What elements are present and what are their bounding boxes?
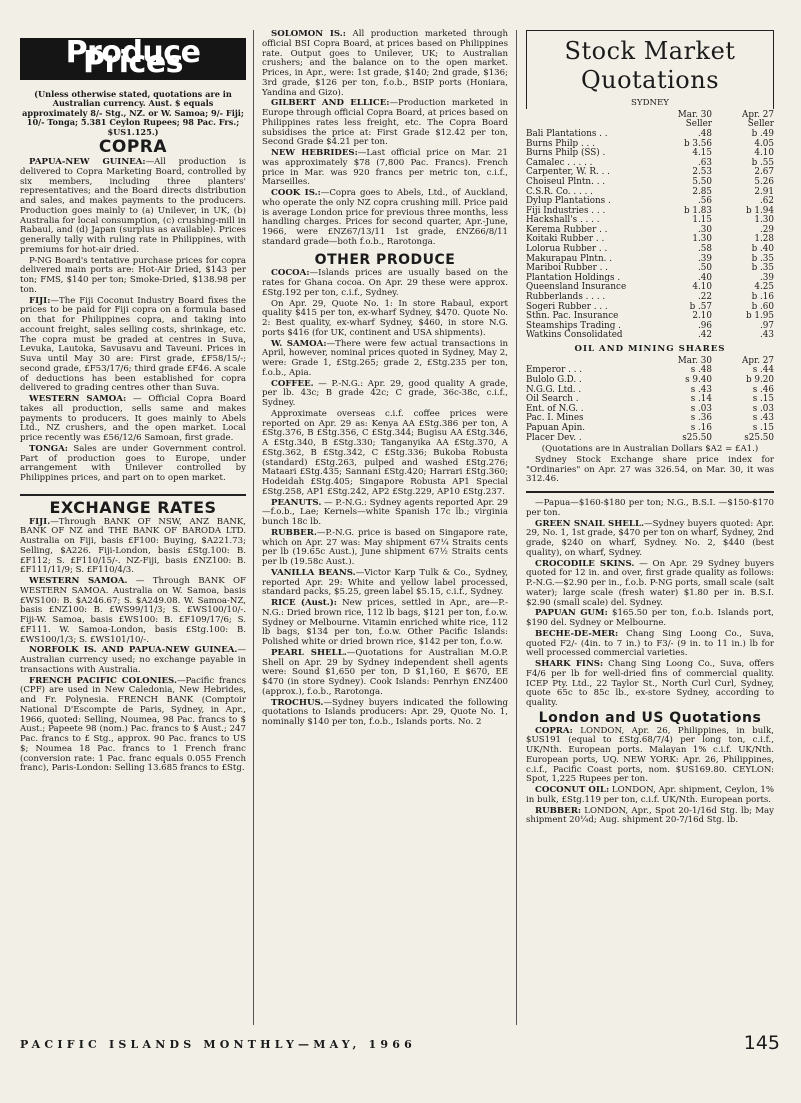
stock-row-company: Hackshall's . . . .	[526, 215, 600, 226]
stock-table	[526, 111, 774, 341]
oil-row-price: s .16	[690, 422, 712, 433]
other-produce-continued	[526, 499, 774, 709]
produce-paragraph-lead: PEANUTS.	[271, 497, 322, 508]
copra-section	[20, 158, 246, 484]
produce-paragraph-text: —Quotations for Australian M.O.P. Shell on Apr. 29 by Sydney independent shell agents were: Sound $1,650 per ton, D $1,160, E $670, EE $470 (in store Sydney). Cook Islands: Penrhyn £NZ400 (approx.), f.o.b., Rarotonga.	[262, 647, 508, 697]
column-right	[526, 30, 774, 827]
oil-row-price: s .15	[752, 394, 774, 405]
stock-row-price: .58	[698, 244, 712, 255]
stock-row-price: 5.26	[754, 176, 774, 187]
col-header-apr27: Apr. 27	[741, 109, 774, 120]
stock-row-price: 1.28	[754, 234, 774, 245]
produce-paragraph-lead: PEARL SHELL.	[271, 647, 347, 658]
produce-paragraph-text: —Sydney buyers indicated the following quotations to Islands producers: Apr. 29, Quote No. 1, nominally $140 per ton, f.o.b., Islands ports. No. 2	[262, 697, 508, 727]
oil-col-apr27: Apr. 27	[741, 355, 774, 366]
oil-row-company: Oil Search .	[526, 394, 579, 405]
produce-paragraph	[262, 269, 508, 298]
exchange-paragraph-text: —Through BANK OF NSW, ANZ BANK, BANK OF NZ and THE BANK OF BARODA LTD. Australia on Fiji, basis £F100: Buying, $A221.73; Selling, $A226. Fiji-London, basis £Stg.100: B. £F112; S. £F110/15/-. NZ-Fiji, basis £NZ100: B. £F111/11/9; S. £F110/4/3.	[20, 516, 246, 576]
stock-row-company: Watkins Consolidated	[526, 330, 623, 341]
produce-paragraph-text: Chang Sing Loong Co., Suva, offers F4/6 per lb for well-dried fins of commercial quality. ICEP Pty. Ltd., 22 Taylor St., North Curl Curl, Sydney, quote 65c to 85c lb., ex-store Sydney, according to quality.	[526, 659, 775, 709]
copra-paragraph-lead: SOLOMON IS.:	[271, 29, 346, 39]
stock-row-price: b 3.56	[683, 138, 712, 149]
produce-paragraph	[262, 529, 508, 568]
london-us-section	[526, 727, 774, 827]
stock-row-company: Queensland Insurance	[526, 282, 627, 293]
exchange-paragraph-lead: NORFOLK IS. AND PAPUA-NEW GUINEA.	[29, 645, 238, 656]
oil-row-price: s .48	[690, 365, 712, 376]
copra-paragraph	[20, 395, 246, 444]
produce-paragraph-text: —Victor Karp Tulk & Co., Sydney, reported Apr. 29: White and yellow label processed, standard packs, $5.25, green label $5.15, c.i.f., Sydney.	[262, 567, 509, 598]
stock-row-price: 4.10	[754, 148, 774, 159]
copra-paragraph-lead: NEW HEBRIDES:	[271, 148, 358, 158]
oil-col-mar30: Mar. 30	[677, 355, 712, 366]
london-us-heading: London and US Quotations	[538, 709, 762, 726]
produce-paragraph	[526, 520, 774, 559]
stock-row-price: 4.10	[692, 282, 712, 293]
produce-paragraph	[262, 599, 508, 648]
stock-row-price: 2.53	[692, 167, 712, 178]
stock-row-company: Koitaki Rubber . .	[526, 234, 605, 245]
stock-row-price: .62	[760, 196, 774, 207]
oil-row	[526, 434, 774, 444]
produce-paragraph	[262, 300, 508, 339]
stock-row-price: 1.15	[692, 215, 712, 226]
stock-row-price: b .57	[689, 301, 712, 312]
stock-row-price: .40	[698, 272, 712, 283]
stock-row-price: .50	[698, 263, 712, 274]
stock-row	[526, 331, 774, 341]
stock-row-price: b 1.95	[745, 311, 774, 322]
london-paragraph-lead: RUBBER:	[535, 805, 582, 816]
produce-paragraph	[262, 340, 508, 379]
stock-row-price: b .40	[751, 244, 774, 255]
exchange-paragraph	[20, 677, 246, 775]
stock-row-company: Camalec . . . . .	[526, 157, 593, 168]
stock-row-price: 2.91	[754, 186, 774, 197]
exchange-rates-heading: EXCHANGE RATES	[20, 494, 246, 513]
stock-row-price: b .49	[751, 128, 774, 139]
produce-paragraph	[262, 499, 508, 528]
produce-paragraph-text: — On Apr. 29 Sydney buyers quoted for 12 in. and over, first grade quality as follows: P.-N.G.—$2.90 per in., f.o.b. P-NG ports, small scale (salt water); large scale (fresh water) $1.80 per in. B.S.I. $2.90 (small scale) del. Sydney.	[526, 558, 774, 608]
london-paragraph-text: LONDON, Apr. shipment, Ceylon, 1% in bulk, £Stg.119 per ton, c.i.f. UK/Nth. European ports.	[526, 785, 774, 805]
stock-row-price: 2.67	[754, 167, 774, 178]
stock-row-price: b .60	[751, 301, 774, 312]
produce-paragraph-lead: CROCODILE SKINS.	[535, 558, 635, 569]
produce-paragraph	[262, 410, 508, 498]
stock-row-price: .22	[698, 292, 712, 303]
oil-row-price: s25.50	[744, 432, 774, 443]
produce-paragraph	[526, 630, 774, 659]
copra-paragraph-lead: TONGA:	[29, 443, 68, 454]
oil-row-price: s .44	[752, 365, 774, 376]
stock-row-company: Fiji Industries . . .	[526, 205, 606, 216]
copra-paragraph	[20, 158, 246, 256]
produce-paragraph	[526, 499, 774, 519]
copra-paragraph-text: —Copra goes to Abels, Ltd., of Auckland, who operate the only NZ copra crushing mill. Price paid is average London price for previous three months, less handling charges. Prices for second quarter, Apr.-June, 1966, were £NZ67/13/11 1st grade, £NZ66/8/11 standard grade—both f.o.b., Rarotonga.	[262, 188, 509, 247]
copra-continued-section	[262, 30, 508, 248]
produce-paragraph-text: —Papua—$160-$180 per ton; N.G., B.S.I. —$150-$170 per ton.	[526, 498, 774, 518]
produce-paragraph-lead: SHARK FINS:	[535, 659, 604, 670]
stock-row-company: Kerema Rubber . .	[526, 224, 608, 235]
page-number: 145	[743, 1032, 780, 1054]
produce-paragraph-lead: RUBBER.	[271, 527, 317, 538]
london-paragraph	[526, 727, 774, 786]
produce-paragraph-text: On Apr. 29, Quote No. 1: In store Rabaul, export quality $415 per ton, ex-wharf Sydney, $470. Quote No. 2: Best quality, ex-wharf Sydney, $460, in store N.G. ports $416 (for UK, continent and USA shipments).	[262, 298, 508, 338]
stock-row-price: .29	[760, 224, 774, 235]
stock-row-price: .30	[698, 224, 712, 235]
copra-heading: COPRA	[98, 137, 168, 158]
stock-row-price: b .16	[751, 292, 774, 303]
exchange-paragraph-text: —Australian currency used; no exchange payable in transactions with Australia.	[20, 645, 246, 675]
col-header-seller-b: Seller	[747, 119, 774, 130]
exchange-section	[20, 518, 246, 775]
oil-row-price: s25.50	[682, 432, 712, 443]
produce-paragraph-lead: W. SAMOA:	[271, 338, 327, 349]
stock-row-company: Mariboi Rubber . .	[526, 263, 608, 274]
stock-row-price: b 1.83	[683, 205, 712, 216]
oil-mining-heading: OIL AND MINING SHARES	[574, 344, 726, 354]
footer-masthead: PACIFIC ISLANDS MONTHLY—MAY, 1966	[20, 1038, 416, 1051]
other-produce-section	[262, 269, 508, 728]
stock-row-company: Sthn. Pac. Insurance	[526, 311, 619, 322]
stock-row-price: .48	[698, 128, 712, 139]
oil-row-price: s .15	[752, 422, 774, 433]
exchange-paragraph	[20, 646, 246, 675]
share-index-note: Sydney Stock Exchange share price index for "Ordinaries" on Apr. 27 was 326.54, on Mar. 30, it was 312.46.	[526, 454, 774, 485]
oil-row-company: Bulolo G.D. .	[526, 374, 582, 385]
copra-paragraph	[20, 445, 246, 484]
produce-paragraph-text: Approximate overseas c.i.f. coffee prices were reported on Apr. 29 as: Kenya AA £Stg.386 per ton, A £Stg.376, B £Stg.356, C £Stg.344; Bugisu AA £Stg.346, A £Stg.340, B £Stg.330; Tanganyika AA £Stg.370, A £Stg.362, B £Stg.342, C £Stg.336; Bukoba Robusta (standard) £Stg.263, pulped and washed £Stg.276; Mataari £Stg.435; Sannani £Stg.420; Harrari £Stg.360; Hodeidah £Stg.405; Singapore Robusta AP1 Special £Stg.258, AP1 £Stg.242, AP2 £Stg.229, AP10 £Stg.237.	[262, 408, 508, 497]
exchange-paragraph-lead: FIJI.	[29, 516, 51, 527]
oil-row-company: Emperor . . .	[526, 365, 583, 376]
stock-row-price: .63	[698, 157, 712, 168]
produce-paragraph-lead: PAPUAN GUM:	[535, 608, 608, 619]
copra-paragraph-lead: FIJI:	[29, 295, 51, 306]
col-header-mar30: Mar. 30	[677, 109, 712, 120]
copra-paragraph-text: P-NG Board's tentative purchase prices for copra delivered main ports are: Hot-Air Dried, $143 per ton; FMS, $140 per ton; Smoke-Dried, $138.98 per ton.	[20, 255, 246, 295]
stock-row-company: Burns Philp (SS) .	[526, 148, 606, 159]
stock-row-company: Steamships Trading .	[526, 320, 621, 331]
copra-paragraph-text: — Official Copra Board takes all production, sells same and makes payments to producers. It goes mainly to Abels Ltd., NZ crushers, and the open market. Local price recently was £56/12/6 Samoan, first grade.	[20, 394, 246, 444]
stock-row-price: b .35	[751, 263, 774, 274]
oil-row-company: N.G.G. Ltd. .	[526, 384, 582, 395]
copra-paragraph	[262, 30, 508, 98]
currency-footnote: (Quotations are in Australian Dollars $A2 = £A1.)	[541, 444, 759, 455]
produce-paragraph	[262, 649, 508, 698]
produce-paragraph	[526, 560, 774, 609]
produce-paragraph-text: — P.-N.G.: Sydney agents reported Apr. 29—f.o.b., Lae; Kernels—white Spanish 17c lb.; virginia bunch 18c lb.	[262, 497, 508, 527]
stock-row-price: 1.30	[754, 215, 774, 226]
stock-row-price: .97	[760, 320, 774, 331]
oil-row-company: Placer Dev. .	[526, 432, 582, 443]
produce-paragraph-lead: COCOA:	[271, 268, 310, 279]
stock-row-price: 4.25	[754, 282, 774, 293]
stock-row-price: b .55	[751, 157, 774, 168]
oil-row-company: Papuan Apin.	[526, 422, 586, 433]
exchange-paragraph	[20, 518, 246, 577]
stock-row-price: 1.30	[692, 234, 712, 245]
oil-row-price: s .03	[690, 403, 712, 414]
stock-row-price: .43	[760, 330, 774, 341]
copra-paragraph-lead: COOK IS.:	[271, 188, 321, 198]
london-paragraph-lead: COCONUT OIL:	[535, 785, 610, 796]
produce-paragraph	[526, 660, 774, 709]
produce-paragraph-text: —There were few actual transactions in April, however, nominal prices quoted in Sydney, May 2, were: Grade 1, £Stg.265; grade 2, £Stg.235 per ton, f.o.b., Apia.	[262, 338, 508, 378]
copra-paragraph	[262, 99, 508, 148]
copra-paragraph	[20, 297, 246, 395]
stock-row-company: Lolorua Rubber . .	[526, 244, 608, 255]
produce-paragraph-lead: BECHE-DE-MER:	[535, 628, 619, 639]
stock-row-price: b 1.94	[745, 205, 774, 216]
london-paragraph-lead: COPRA:	[535, 725, 573, 736]
stock-row-price: .42	[698, 330, 712, 341]
currency-note: (Unless otherwise stated, quotations are in Australian currency. Aust. $ equals approximately 8/- Stg., NZ. or W. Samoa; 9/- Fiji; 10/- Tonga; 5.381 Ceylon Rupees; 98 Pac. Frs.; $US1.125.)	[22, 88, 244, 137]
oil-row-price: s 9.40	[685, 374, 712, 385]
stock-row-price: .56	[698, 196, 712, 207]
oil-row-price: b 9.20	[745, 374, 774, 385]
section-rule	[526, 491, 774, 493]
oil-row-company: Ent. of N.G. .	[526, 403, 584, 414]
stock-row-price: 4.05	[754, 138, 774, 149]
stock-row-price: 2.10	[692, 311, 712, 322]
produce-paragraph-lead: RICE (Aust.):	[271, 598, 337, 608]
oil-row-price: s .43	[690, 384, 712, 395]
copra-paragraph	[20, 257, 246, 296]
stock-row-company: Carpenter, W. R. . .	[526, 167, 610, 178]
oil-row-price: s .43	[752, 413, 774, 424]
stock-location: SYDNEY	[631, 98, 669, 108]
stock-row-price: .96	[698, 320, 712, 331]
produce-paragraph-text: — P.-N.G.: Apr. 29, good quality A grade, per lb. 43c; B grade 42c; C grade, 36c-38c, c.i.f., Sydney.	[262, 378, 508, 408]
copra-paragraph-text: —Production marketed in Europe through official Copra Board, at prices based on Philippines rates less freight, etc. The Copra Board subsidises the price at: First Grade $12.42 per ton, Second Grade $4.21 per ton.	[262, 98, 508, 148]
exchange-paragraph	[20, 577, 246, 645]
other-produce-heading: OTHER PRODUCE	[314, 251, 456, 268]
exchange-paragraph-text: —Pacific francs (CPF) are used in New Caledonia, New Hebrides, and Fr. Polynesia. FRENCH BANK (Comptoir National D'Escompte de Paris, Sydney, in Apr., 1966, quoted: Selling, Noumea, 98 Pac. francs to $ Aust.; Papeete 98 (nom.) Pac. francs to $ Aust.; 247 Pac. francs to £ Stg., approx. 90 Pac. francs to US $; Noumea 18 Pac. francs to 1 French franc (conversion rate: 1 Pac. franc equals 0.055 French franc), Paris-London: Selling 13.685 francs to £Stg.	[20, 675, 247, 774]
column-left	[20, 30, 246, 775]
stock-market-title	[531, 37, 769, 95]
oil-row-price: s .46	[752, 384, 774, 395]
copra-paragraph	[262, 189, 508, 248]
produce-paragraph	[526, 609, 774, 629]
col-header-seller-a: Seller	[685, 119, 712, 130]
produce-paragraph-text: —Islands prices are usually based on the rates for Ghana cocoa. On Apr. 29 these were approx. £Stg.192 per ton, c.i.f., Sydney.	[262, 268, 508, 298]
exchange-paragraph-lead: WESTERN SAMOA.	[29, 576, 128, 587]
stock-row-company: Burns Philp . . .	[526, 138, 595, 149]
oil-row-price: s .36	[690, 413, 712, 424]
produce-paragraph-lead: TROCHUS.	[271, 697, 324, 708]
stock-row-price: 5.50	[692, 176, 712, 187]
produce-paragraph-lead: COFFEE.	[271, 378, 314, 389]
copra-paragraph-lead: GILBERT AND ELLICE:	[271, 98, 390, 109]
stock-row-price: 4.15	[692, 148, 712, 159]
london-paragraph	[526, 786, 774, 806]
stock-row-company: Choiseul Plntn. . .	[526, 176, 606, 187]
produce-paragraph-text: —Sydney buyers quoted: Apr. 29, No. 1, 1st grade, $470 per ton on wharf, Sydney, 2nd grade, $240 on wharf, Sydney. No. 2, $440 (best quality), on wharf, Sydney.	[526, 518, 774, 558]
produce-paragraph-text: New prices, settled in Apr., are—P.-N.G.: Dried brown rice, 112 lb bags, $121 per ton, f.o.w. Sydney or Melbourne. Vitamin enriched white rice, 112 lb bags, $134 per ton, f.o.w. Other Pacific Islands: Polished white or dried brown rice, $142 per ton, f.o.w.	[262, 598, 508, 647]
copra-paragraph-text: —All production is delivered to Copra Marketing Board, controlled by six members, including three planters' representatives; and the Board directs distribution and sales, and makes payments to the producers. Production goes mainly to (a) Unilever, in UK, (b) Australia for local consumption, (c) crushing-mill in Rabaul, and (d) Japan (surplus as available). Prices generally tally with ruling rate in Philippines, with premiums for hot-air dried.	[20, 157, 246, 255]
stock-row-price: 2.85	[692, 186, 712, 197]
stock-title-line1: Stock Market	[564, 37, 736, 65]
exchange-paragraph-lead: FRENCH PACIFIC COLONIES.	[29, 675, 177, 686]
produce-prices-title: Produce Prices	[20, 38, 246, 80]
london-paragraph-text: LONDON, Apr. 26, Philippines, in bulk, $US191 (equal to £Stg.68/7/4) per long ton, c.i.f., UK/Nth. European ports. Malayan 1% c.i.f. UK/Nth. European ports, UQ. NEW YORK: Apr. 26, Philippines, c.i.f., Pacific Coast ports, nom. $US169.80. CEYLON: Spot, 1,225 Rupees per ton.	[526, 725, 774, 785]
produce-paragraph-text: Chang Sing Loong Co., Suva, quoted F2/- (4in. to 7 in.) to F3/- (9 in. to 11 in.) lb for well processed commercial varieties.	[526, 628, 774, 659]
copra-paragraph-text: —Last official price on Mar. 21 was approximately $78 (7,800 Pac. Francs). French price in Mar. was 920 francs per metric ton, c.i.f., Marseilles.	[262, 148, 508, 188]
produce-paragraph-text: —P.-N.G. price is based on Singapore rate, which on Apr. 27 was: May shipment 67¼ Straits cents per lb (19.65c Aust.), June shipment 67½ Straits cents per lb (19.58c Aust.).	[262, 527, 508, 567]
stock-row-price: .39	[698, 253, 712, 264]
stock-row-price: b .35	[751, 253, 774, 264]
oil-row-company: Pac. I. Mines	[526, 413, 584, 424]
oil-mining-table	[526, 357, 774, 443]
column-divider	[253, 30, 254, 1025]
stock-row-company: Rubberlands . . . .	[526, 292, 606, 303]
produce-paragraph-text: $165.50 per ton, f.o.b. Islands port, $190 del. Sydney or Melbourne.	[526, 608, 775, 629]
produce-paragraph	[262, 699, 508, 728]
exchange-paragraph-text: — Through BANK OF WESTERN SAMOA. Australia on W. Samoa, basis £WS100: B. $A246.67; S. $A249.08. W. Samoa-NZ, basis £NZ100: B. £WS99/11/3; S. £WS100/10/-. Fiji-W. Samoa, basis £WS100: B. £F109/17/6; S. £F111. W. Samoa-London, basis £Stg.100: B. £WS100/1/3; S. £WS101/10/-.	[20, 576, 247, 645]
london-paragraph	[526, 807, 774, 827]
oil-row-price: s .14	[690, 394, 712, 405]
stock-row-company: Sogeri Rubber . . .	[526, 301, 608, 312]
produce-paragraph	[262, 380, 508, 409]
stock-row-company: Plantation Holdings .	[526, 272, 621, 283]
oil-row-price: s .03	[752, 403, 774, 414]
copra-paragraph-text: All production marketed through official BSI Copra Board, at prices based on Philippines rate. Output goes to Unilever, UK; to Australian crushers; and the balance on to the open market. Prices, in Apr., were: 1st grade, $140; 2nd grade, $136; 3rd grade, $126 per ton, f.o.b., BSIP ports (Honiara, Yandina and Gizo).	[262, 29, 508, 98]
produce-paragraph-lead: VANILLA BEANS.	[271, 567, 356, 578]
stock-row-company: Dylup Plantations .	[526, 196, 611, 207]
stock-row-company: Makurapau Plntn. .	[526, 253, 613, 264]
produce-paragraph	[262, 569, 508, 598]
copra-paragraph-text: —The Fiji Coconut Industry Board fixes the prices to be paid for Fiji copra on a formula based on that for Philippines copra, and taking into account freight, sales selling costs, shrinkage, etc. The copra must be graded at centres in Suva, Levuka, Lautoka, Savusavu and Taveuni. Prices in Suva until May 30 are: First grade, £F58/15/-; second grade, £F53/17/6; third grade £F46. A scale of deductions has been established for copra delivered to grading centres other than Suva.	[20, 295, 246, 394]
stock-market-box	[526, 30, 774, 109]
stock-row-price: .39	[760, 272, 774, 283]
copra-paragraph-text: Sales are under Government control. Part of production goes to Europe, under arrangement with Unilever controlled by Philippines prices, and part on to open market.	[20, 443, 246, 484]
stock-row-company: C.S.R. Co. . . . .	[526, 186, 593, 197]
london-paragraph-text: LONDON, Apr., Spot 20-1/16d Stg. lb; May shipment 20¼d; Aug. shipment 20-7/16d Stg. lb.	[526, 805, 774, 826]
column-middle	[262, 30, 508, 729]
copra-paragraph-lead: WESTERN SAMOA:	[29, 394, 127, 405]
copra-paragraph-lead: PAPUA-NEW GUINEA:	[29, 157, 146, 168]
copra-paragraph	[262, 149, 508, 188]
stock-row-company: Bali Plantations . .	[526, 128, 608, 139]
stock-title-line2: Quotations	[580, 66, 720, 94]
column-divider	[516, 30, 517, 1025]
produce-paragraph-lead: GREEN SNAIL SHELL.	[535, 518, 644, 529]
